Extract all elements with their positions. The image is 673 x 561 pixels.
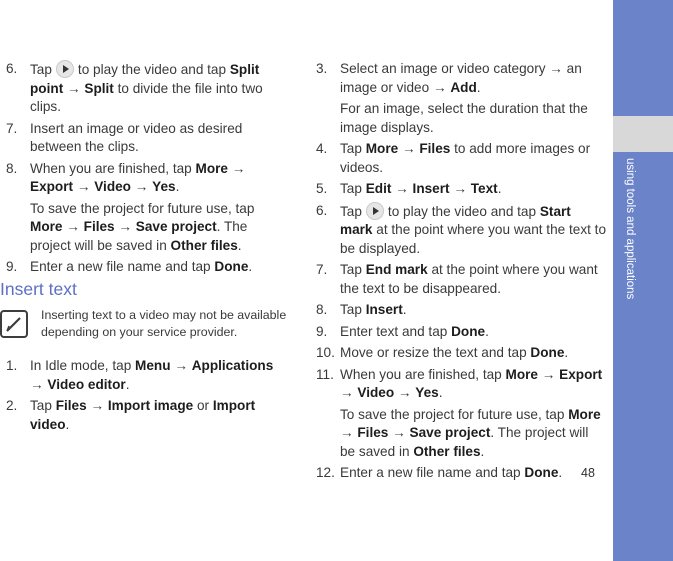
play-icon (366, 202, 384, 220)
list-item: 9. Enter text and tap Done. (316, 323, 489, 339)
right-column (316, 60, 606, 486)
list-item: 1. In Idle mode, tap Menu → Applications → Video editor. (6, 358, 274, 392)
list-item: 8. When you are finished, tap More → Export → Video → Yes. To save the project for future use, tap More → Files → Save project. The project will be saved in Other files. (6, 160, 288, 256)
list-item: 2. Tap Files → Import image or Import video. (6, 398, 256, 432)
list-item: 6. Tap to play the video and tap Split point → Split to divide the file into two clips. (6, 61, 263, 114)
note-text: Inserting text to a video may not be available depending on your service provider. (41, 308, 287, 339)
list-item: 7. Insert an image or video as desired between the clips. (6, 120, 243, 154)
list-item: 5. Tap Edit → Insert → Text. (316, 181, 502, 196)
section-heading: Insert text (0, 279, 77, 299)
list-item: 9. Enter a new file name and tap Done. (6, 259, 253, 274)
chapter-label: using tools and applications (624, 158, 636, 300)
list-item: 3. Select an image or video category → an image or video → Add. For an image, select the duration that the image displays. (316, 60, 606, 137)
note-box (0, 307, 288, 345)
list-item: 11. When you are finished, tap More → Export → Video → Yes. To save the project for future use, tap More → Files → Save project. The project will be saved in Other files. (316, 366, 606, 462)
play-icon (56, 60, 74, 78)
sidebar-band (613, 116, 673, 152)
left-column (0, 60, 290, 280)
list-item: 10. Move or resize the text and tap Done. (316, 345, 569, 360)
step-list-continued (0, 60, 290, 277)
page-number: 48 (581, 466, 595, 480)
insert-text-steps (0, 357, 290, 437)
step-sub-text: To save the project for future use, tap More → Files → Save project. The project will be saved in Other files. (340, 406, 601, 459)
list-item: 12. Enter a new file name and tap Done. (316, 465, 563, 480)
list-item: 6. Tap to play the video and tap Start mark at the point where you want the text to be displayed. (316, 202, 607, 256)
step-sub-text: To save the project for future use, tap More → Files → Save project. The project will be saved in Other files. (30, 200, 255, 253)
list-item: 7. Tap End mark at the point where you want the text to be disappeared. (316, 262, 598, 296)
step-sub-text: For an image, select the duration that the image displays. (340, 101, 588, 135)
note-pencil-icon (0, 310, 28, 338)
list-item: 8. Tap Insert. (316, 302, 407, 317)
list-item: 4. Tap More → Files to add more images or videos. (316, 141, 591, 175)
